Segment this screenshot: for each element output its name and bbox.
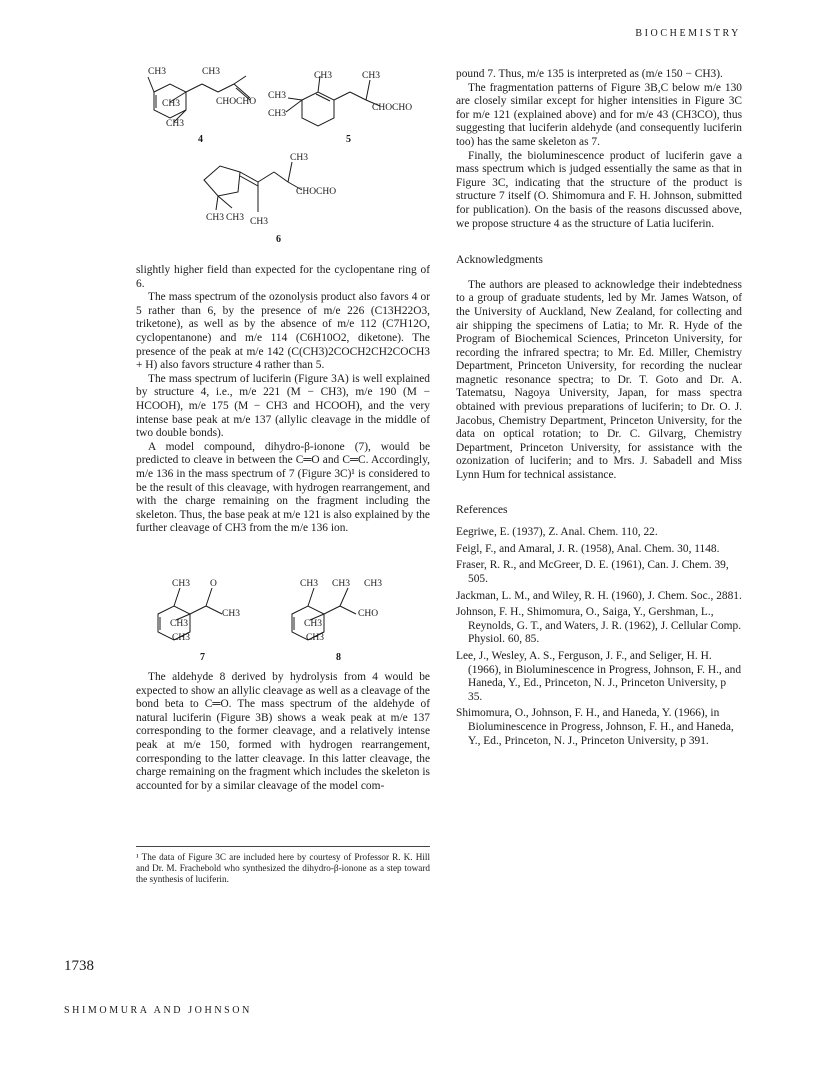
structure-5-label-2: CH3 [362,71,380,81]
structure-7-number: 7 [200,652,205,663]
structure-4-number: 4 [198,134,203,145]
structure-7-label-3: CH3 [222,609,240,619]
structure-7-label-1: CH3 [172,579,190,589]
acknowledgments-heading: Acknowledgments [456,253,543,267]
structure-8-label-5: CH3 [306,633,324,643]
paragraph: The aldehyde 8 derived by hydrolysis from 4 would be expected to show an allylic cleavage as well as a cleavage of the bond beta to C═O. The mass spectrum of the aldehyde of natural luciferin (Figure 3B) shows a weak peak at m/e 137 corresponding to the former cleavage, and a relatively intense peak at m/e 150, formed with hydrogen rearrangement, corresponding to the latter cleavage. In this latter cleavage, the charge remaining on the fragment which includes the skeleton is accounted for by a similar cleavage of the model com- [136,671,430,792]
structure-4-label-2: CH3 [202,67,220,77]
running-footer-authors: SHIMOMURA AND JOHNSON [64,1005,252,1016]
right-column [456,68,742,751]
acknowledgments-text: The authors are pleased to acknowledge their indebtedness to a group of graduate students, led by Mr. James Watson, of the University of Auckland, New Zealand, for collecting and air shipping the specimens of Latia; to Mr. R. Hyde of the Program of Biochemical Sciences, Princeton University, for recording the infrared spectra; to Mr. Ed. Miller, Chemistry Department, Princeton University, for recording the nuclear magnetic resonance spectra; to Dr. T. Goto and Dr. A. Tatematsu, Nagoya University, Japan, for mass spectra obtained with previous preparations of luciferin; to Dr. O. J. Jacobus, Chemistry Department, Princeton University, for the data on optical rotation; to Dr. C. Gilvarg, Chemistry Department, Princeton University, for assistance with the ozonization of luciferin; and to Mrs. J. Sabadell and Miss Lynn Hum for technical assistance. [456,278,742,482]
paragraph: The mass spectrum of the ozonolysis product also favors 4 or 5 rather than 6, by the presence of m/e 226 (C13H22O3, triketone), as well as by the absence of m/e 112 (C7H12O, cyclopentanone) and m/e 114 (C6H10O2, diketone). The presence of the peak at m/e 142 (C(CH3)2COCH2CH2COCH3 + H) also favors structure 4 rather than 5. [136,291,430,372]
structures-7-8 [150,574,410,664]
paragraph: pound 7. Thus, m/e 135 is interpreted as (m/e 150 − CH3). [456,68,723,80]
structure-6-number: 6 [276,234,281,245]
page-number: 1738 [64,958,94,974]
structure-4-label-4: CH3 [166,119,184,129]
references-list [456,526,742,748]
reference-item: Fraser, R. R., and McGreer, D. E. (1961), Can. J. Chem. 39, 505. [456,559,729,585]
paragraph: The fragmentation patterns of Figure 3B,C below m/e 130 are closely similar except for higher intensities in Figure 3C for m/e 121 (explained above) and for m/e 43 (CH3CO), thus suggesting that luciferin aldehyde (and consequently luciferin too) has the same skeleton as 7. [456,81,742,148]
structure-8-label-4: CH3 [304,619,322,629]
footnote-rule [136,846,430,847]
structure-6-label-1: CH3 [290,153,308,163]
structure-5-number: 5 [346,134,351,145]
reference-item: Johnson, F. H., Shimomura, O., Saiga, Y., Gershman, L., Reynolds, G. T., and Waters, J. R. (1962), J. Cellular Comp. Physiol. 60, 85. [456,606,742,646]
structure-8-label-2: CH3 [332,579,350,589]
structure-6-label-5: CHOCHO [296,187,337,197]
footnote: ¹ The data of Figure 3C are included here by courtesy of Professor R. K. Hill and Dr. M. Frachebold who synthesized the dihydro-β-ionone as a step toward the synthesis of luciferin. [136,852,430,884]
structure-6-label-4: CH3 [250,217,268,227]
structure-8 [292,579,382,663]
structure-5-label-1: CH3 [314,71,332,81]
reference-item: Feigl, F., and Amaral, J. R. (1958), Anal. Chem. 30, 1148. [456,542,720,555]
structure-5 [268,71,412,145]
reference-item: Shimomura, O., Johnson, F. H., and Haneda, Y. (1966), in Bioluminescence in Progress, Johnson, F. H., and Haneda, Y., Ed., Princeton, N. J., Princeton University, p 391. [456,707,734,747]
structure-6 [204,153,336,245]
structure-7 [158,579,240,663]
structure-4-label-1: CH3 [148,67,166,77]
references-heading: References [456,502,508,516]
left-column-lower [136,671,430,793]
structure-7-label-5: CH3 [172,633,190,643]
structure-4-label-5: CHOCHO [216,97,257,107]
structure-4 [148,67,256,145]
structure-8-label-3: CH3 [364,579,382,589]
left-column-upper [136,264,430,536]
structure-7-label-4: CH3 [170,619,188,629]
structure-7-label-2: O [210,579,217,589]
paragraph: The mass spectrum of luciferin (Figure 3A) is well explained by structure 4, i.e., m/e 221 (M − CH3), m/e 190 (M − HCOOH), m/e 175 (M − CH3 and HCOOH), and the very intense base peak at m/e 137 (allylic cleavage in the middle of two double bonds). [136,372,430,440]
reference-item: Lee, J., Wesley, A. S., Ferguson, J. F., and Seliger, H. H. (1966), in Bioluminescence in Progress, Johnson, F. H., and Haneda, Y., Ed., Princeton, N. J., Princeton University, p 35. [456,649,742,703]
structure-4-label-3: CH3 [162,99,180,109]
structure-8-number: 8 [336,652,341,663]
structures-4-5-6 [136,62,426,252]
structure-5-label-4: CH3 [268,109,286,119]
structure-6-label-3: CH3 [226,213,244,223]
reference-item: Eegriwe, E. (1937), Z. Anal. Chem. 110, 22. [456,526,658,539]
paragraph: Finally, the bioluminescence product of luciferin gave a mass spectrum which is judged essentially the same as that in Figure 3C, indicating that the structure of the product is structure 7 itself (O. Shimomura and F. H. Johnson, submitted for publication). On the basis of the reasons discussed above, we propose structure 4 as the structure of Latia luciferin. [456,149,742,230]
paragraph: slightly higher field than expected for the cyclopentane ring of 6. [136,264,430,290]
structure-5-label-3: CH3 [268,91,286,101]
running-header: BIOCHEMISTRY [635,28,741,39]
reference-item: Jackman, L. M., and Wiley, R. H. (1960), J. Chem. Soc., 2881. [456,589,742,602]
paragraph: A model compound, dihydro-β-ionone (7), would be predicted to cleave in between the C═O and C═C. Accordingly, m/e 136 in the mass spectrum of 7 (Figure 3C)¹ is considered to be the result of this cleavage, with hydrogen rearrangement, and with the charge remaining on the fragment including the skeleton. Thus, the base peak at m/e 121 is also explained by the further cleavage of CH3 from the m/e 136 ion. [136,440,430,535]
structure-6-label-2: CH3 [206,213,224,223]
structure-5-label-5: CHOCHO [372,103,413,113]
structure-8-label-6: CHO [358,609,379,619]
structure-8-label-1: CH3 [300,579,318,589]
